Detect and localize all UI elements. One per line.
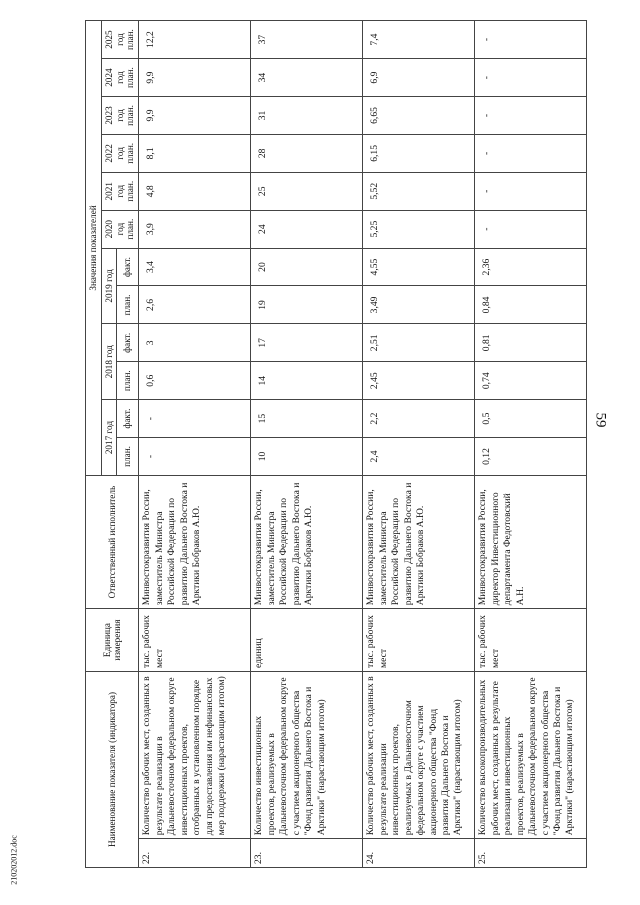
value-cell: 5,25	[363, 210, 475, 248]
value-cell: 14	[251, 362, 363, 400]
value-cell: 0,81	[475, 324, 587, 362]
row-number: 22.	[139, 839, 251, 868]
rotated-table-wrapper	[85, 20, 585, 868]
value-cell: 2,4	[363, 438, 475, 476]
table-row	[251, 21, 363, 868]
value-cell: 2,51	[363, 324, 475, 362]
footer-filename: 210202012.doc	[9, 835, 19, 885]
unit-cell: тыс. рабочих мест	[139, 609, 251, 672]
indicator-name: Количество высокопроизводительных рабочих мест, созданных в результате реализации инвестиционных проектов, реализуемых в Дальневосточном федеральном округе с участием акционерного общества "Фонд развития Дальнего Востока и Арктики" (нарастающим итогом)	[475, 671, 587, 838]
row-number: 24.	[363, 839, 475, 868]
value-cell: 10	[251, 438, 363, 476]
responsible-cell: Минвостокразвития России, заместитель Министра Российской Федерации по развитию Дальнего Востока и Арктики Бобраков А.Ю.	[363, 475, 475, 608]
value-cell: 0,74	[475, 362, 587, 400]
value-cell: 34	[251, 59, 363, 97]
header-responsible: Ответственный исполнитель	[86, 475, 139, 608]
header-fact: факт.	[117, 324, 139, 362]
unit-cell: тыс. рабочих мест	[475, 609, 587, 672]
value-cell: 15	[251, 400, 363, 438]
value-cell: 28	[251, 134, 363, 172]
header-year-2018: 2018 год	[101, 324, 117, 400]
value-cell: 2,45	[363, 362, 475, 400]
header-year-2019: 2019 год	[101, 248, 117, 324]
value-cell: 0,84	[475, 286, 587, 324]
value-cell: 2,36	[475, 248, 587, 286]
value-cell: -	[139, 400, 251, 438]
header-plan: план.	[117, 438, 139, 476]
value-cell: 2,2	[363, 400, 475, 438]
header-unit: Единица измерения	[86, 609, 139, 672]
row-number: 25.	[475, 839, 587, 868]
header-plan: план.	[117, 286, 139, 324]
header-fact: факт.	[117, 248, 139, 286]
value-cell: 37	[251, 21, 363, 59]
page-number: 59	[592, 412, 609, 428]
value-cell: -	[475, 97, 587, 135]
table-row	[139, 21, 251, 868]
responsible-cell: Минвостокразвития России, заместитель Министра Российской Федерации по развитию Дальнего Востока и Арктики Бобраков А.Ю.	[251, 475, 363, 608]
unit-cell: тыс. рабочих мест	[363, 609, 475, 672]
indicator-name: Количество рабочих мест, созданных в результате реализации в Дальневосточном федеральном округе инвестиционных проектов, отобранных в установленном порядке для предоставления им нефинансовых мер поддержки (нарастающим итогом)	[139, 671, 251, 838]
value-cell: -	[475, 134, 587, 172]
header-year-2021: 2021 год план.	[101, 172, 139, 210]
value-cell: 17	[251, 324, 363, 362]
value-cell: 8,1	[139, 134, 251, 172]
value-cell: -	[475, 210, 587, 248]
value-cell: 4,8	[139, 172, 251, 210]
header-year-2023: 2023 год план.	[101, 97, 139, 135]
value-cell: 31	[251, 97, 363, 135]
value-cell: -	[475, 21, 587, 59]
value-cell: 24	[251, 210, 363, 248]
value-cell: 12,2	[139, 21, 251, 59]
value-cell: 4,55	[363, 248, 475, 286]
value-cell: 6,9	[363, 59, 475, 97]
header-fact: факт.	[117, 400, 139, 438]
value-cell: 2,6	[139, 286, 251, 324]
value-cell: 9,9	[139, 97, 251, 135]
responsible-cell: Минвостокразвития России, заместитель Министра Российской Федерации по развитию Дальнего Востока и Арктики Бобраков А.Ю.	[139, 475, 251, 608]
table-row	[363, 21, 475, 868]
header-values-group: Значения показателей	[86, 21, 102, 476]
header-year-2020: 2020 год план.	[101, 210, 139, 248]
value-cell: 7,4	[363, 21, 475, 59]
value-cell: -	[475, 172, 587, 210]
value-cell: 3,4	[139, 248, 251, 286]
value-cell: -	[475, 59, 587, 97]
value-cell: 3	[139, 324, 251, 362]
value-cell: 0,5	[475, 400, 587, 438]
header-year-2025: 2025 год план.	[101, 21, 139, 59]
header-plan: план.	[117, 362, 139, 400]
indicator-name: Количество рабочих мест, созданных в результате реализации инвестиционных проектов, реализуемых в Дальневосточном федеральном округе с участием акционерного общества "Фонд развития Дальнего Востока и Арктики" (нарастающим итогом)	[363, 671, 475, 838]
value-cell: 6,15	[363, 134, 475, 172]
responsible-cell: Минвостокразвития России, директор Инвестиционного департамента Федотовский А.Н.	[475, 475, 587, 608]
indicators-table	[85, 20, 587, 868]
unit-cell: единиц	[251, 609, 363, 672]
header-year-2017: 2017 год	[101, 400, 117, 476]
value-cell: 9,9	[139, 59, 251, 97]
value-cell: 3,9	[139, 210, 251, 248]
header-year-2024: 2024 год план.	[101, 59, 139, 97]
value-cell: 3,49	[363, 286, 475, 324]
header-year-2022: 2022 год план.	[101, 134, 139, 172]
value-cell: 5,52	[363, 172, 475, 210]
value-cell: 0,12	[475, 438, 587, 476]
value-cell: 0,6	[139, 362, 251, 400]
value-cell: -	[139, 438, 251, 476]
value-cell: 6,65	[363, 97, 475, 135]
header-indicator-name: Наименование показателя (индикатора)	[86, 671, 139, 867]
indicator-name: Количество инвестиционных проектов, реализуемых в Дальневосточном федеральном округе с участием акционерного общества "Фонд развития Дальнего Востока и Арктики" (нарастающим итогом)	[251, 671, 363, 838]
value-cell: 20	[251, 248, 363, 286]
value-cell: 19	[251, 286, 363, 324]
table-row	[475, 21, 587, 868]
value-cell: 25	[251, 172, 363, 210]
row-number: 23.	[251, 839, 363, 868]
